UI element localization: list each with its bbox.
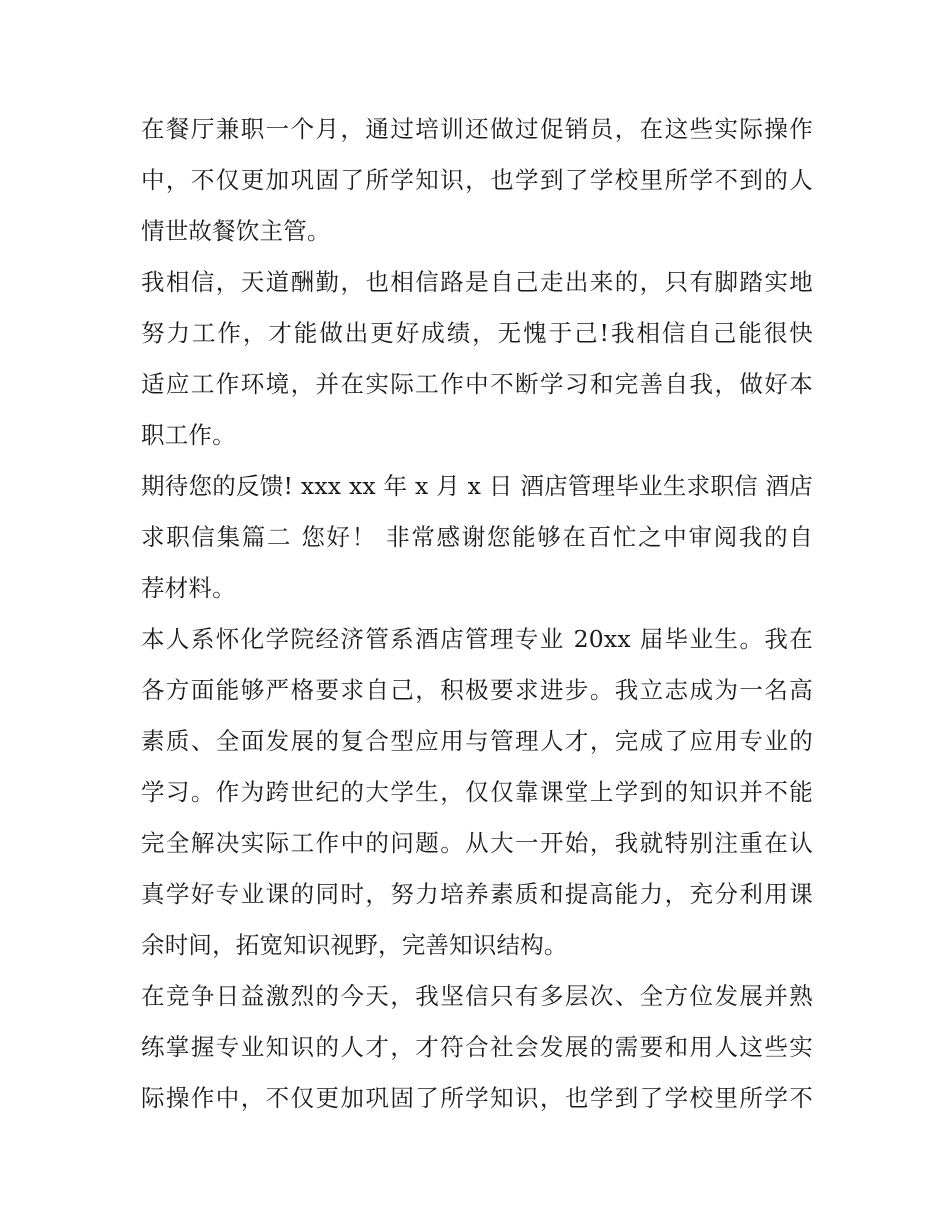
paragraph: [141, 104, 813, 257]
paragraph: [141, 971, 813, 1124]
text-line: 余时间，拓宽知识视野，完善知识结构。: [141, 931, 568, 959]
paragraph: [141, 614, 813, 971]
text-line: 职工作。: [141, 421, 236, 449]
text-line: 在餐厅兼职一个月，通过培训还做过促销员，在这些实际操作: [141, 115, 813, 143]
paragraph: [141, 461, 813, 614]
text-line: 素质、全面发展的复合型应用与管理人才，完成了应用专业的: [141, 727, 813, 755]
text-line: 适应工作环境，并在实际工作中不断学习和完善自我，做好本: [141, 370, 813, 398]
text-line: 学习。作为跨世纪的大学生，仅仅靠课堂上学到的知识并不能: [141, 778, 813, 806]
text-line: 荐材料。: [141, 574, 236, 602]
text-line: 各方面能够严格要求自己，积极要求进步。我立志成为一名高: [141, 676, 813, 704]
text-line: 完全解决实际工作中的问题。从大一开始，我就特别注重在认: [141, 829, 813, 857]
text-line: 情世故餐饮主管。: [141, 217, 331, 245]
text-line: 期待您的反馈! xxx xx 年 x 月 x 日 酒店管理毕业生求职信 酒店: [141, 472, 813, 500]
document-body: [141, 104, 813, 1124]
text-line: 求职信集篇二 您好！ 非常感谢您能够在百忙之中审阅我的自: [141, 523, 813, 551]
text-line: 我相信，天道酬勤，也相信路是自己走出来的，只有脚踏实地: [141, 268, 813, 296]
text-line: 练掌握专业知识的人才，才符合社会发展的需要和用人这些实: [141, 1033, 813, 1061]
text-line: 际操作中，不仅更加巩固了所学知识，也学到了学校里所学不: [141, 1084, 813, 1112]
paragraph: [141, 257, 813, 461]
text-line: 真学好专业课的同时，努力培养素质和提高能力，充分利用课: [141, 880, 813, 908]
text-line: 努力工作，才能做出更好成绩，无愧于己!我相信自己能很快: [141, 319, 813, 347]
text-line: 本人系怀化学院经济管系酒店管理专业 20xx 届毕业生。我在: [141, 625, 813, 653]
text-line: 中，不仅更加巩固了所学知识，也学到了学校里所学不到的人: [141, 166, 813, 194]
text-line: 在竞争日益激烈的今天，我坚信只有多层次、全方位发展并熟: [141, 982, 813, 1010]
